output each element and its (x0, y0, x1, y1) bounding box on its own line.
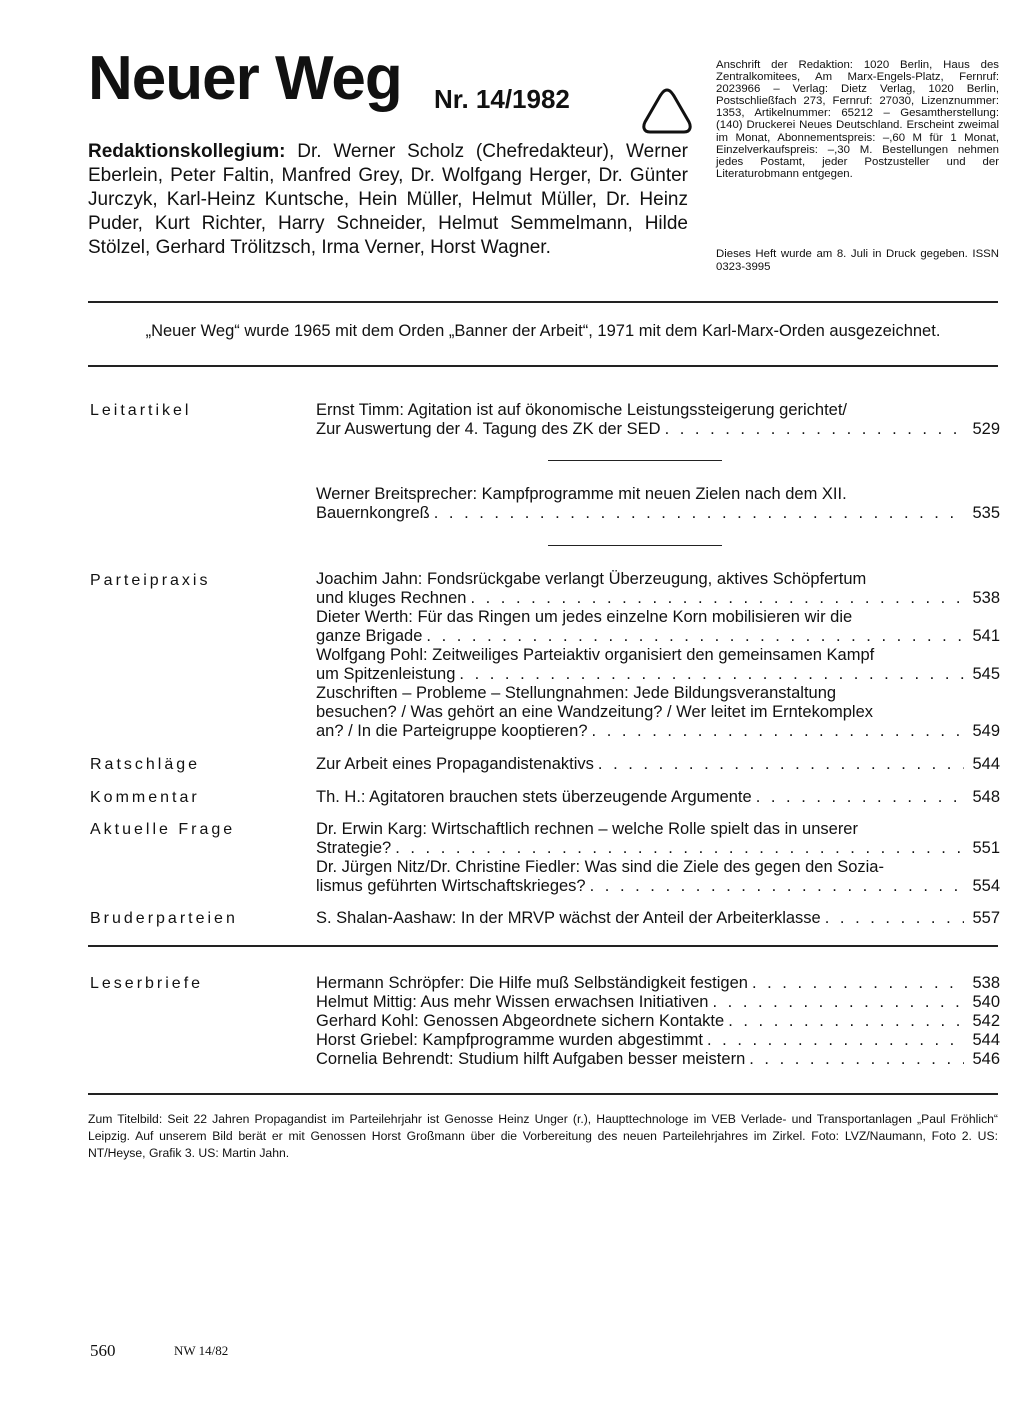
page-number: 529 (972, 420, 1000, 438)
toc-entry[interactable]: Wolfgang Pohl: Zeitweiliges Parteiaktiv organisiert den gemeinsamen Kampf um Spitzenleistung . . . 545 (316, 646, 1000, 684)
cover-caption-text: Seit 22 Jahren Propagandist im Parteilehrjahr ist Genosse Heinz Unger (r.), Haupttechnologe im VEB Verlade- und Transportanlagen „Paul Fröhlich“ Leipzig. Auf unserem Bild berät er mit Genossen Horst Großmann über die Vorbereitung des neuen Parteilehrjahres im Zirkel. Foto: LVZ/Naumann, Foto 2. US: NT/Heyse, Grafik 3. US: Martin Jahn. (88, 1112, 998, 1160)
page-number: 538 (972, 974, 1000, 992)
divider (88, 945, 998, 947)
toc-entry[interactable]: S. Shalan-Aashaw: In der MRVP wächst der Anteil der Arbeiterklasse . . . 557 (316, 909, 1000, 928)
toc-entry[interactable]: Th. H.: Agitatoren brauchen stets überzeugende Argumente . . . 548 (316, 788, 1000, 807)
page-number: 554 (972, 877, 1000, 895)
toc-entry[interactable]: Horst Griebel: Kampfprogramme wurden abgestimmt . . . 544 (316, 1031, 1000, 1050)
cover-caption (88, 1111, 998, 1162)
print-note: Dieses Heft wurde am 8. Juli in Druck gegeben. ISSN 0323-3995 (716, 248, 999, 273)
page-number: 544 (972, 1031, 1000, 1049)
page-number: 540 (972, 993, 1000, 1011)
toc-entry[interactable]: Zur Arbeit eines Propagandistenaktivs . . . 544 (316, 755, 1000, 774)
section-parteipraxis: Parteipraxis (90, 572, 211, 589)
award-note: „Neuer Weg“ wurde 1965 mit dem Orden „Banner der Arbeit“, 1971 mit dem Karl-Marx-Orden ausgezeichnet. (145, 322, 941, 340)
cover-caption-label: Zum Titelbild: (88, 1112, 163, 1126)
issue-reference: NW 14/82 (174, 1343, 229, 1358)
page-number: 551 (972, 839, 1000, 857)
toc-entry[interactable]: Dr. Jürgen Nitz/Dr. Christine Fiedler: Was sind die Ziele des gegen den Sozia- lismus geführten Wirtschaftskrieges? . . . 554 (316, 858, 1000, 896)
page-number: 546 (972, 1050, 1000, 1068)
toc-entry[interactable]: Zuschriften – Probleme – Stellungnahmen: Jede Bildungsveranstaltung besuchen? / Was gehört an eine Wandzeitung? / Wer leitet im Erntekomplex an? / In die Parteigruppe kooptieren? . . . 549 (316, 684, 1000, 741)
toc-entry[interactable]: Joachim Jahn: Fondsrückgabe verlangt Überzeugung, aktives Schöpfertum und kluges Rechnen . . . 538 (316, 570, 1000, 608)
section-leitartikel: Leitartikel (90, 402, 192, 419)
separator (548, 460, 722, 461)
toc-entry[interactable]: Gerhard Kohl: Genossen Abgeordnete sichern Kontakte . . . 542 (316, 1012, 1000, 1031)
page-number: 541 (972, 627, 1000, 645)
page-number: 535 (972, 504, 1000, 522)
toc-entry[interactable]: Dr. Erwin Karg: Wirtschaftlich rechnen – welche Rolle spielt das in unserer Strategie? . . . 551 (316, 820, 1000, 858)
triangle-logo-icon (640, 86, 694, 136)
divider (88, 365, 998, 367)
toc-entry[interactable]: Werner Breitsprecher: Kampfprogramme mit neuen Zielen nach dem XII. Bauernkongreß . . . 535 (316, 485, 1000, 523)
section-bruderparteien: Bruderparteien (90, 910, 238, 927)
toc-entry[interactable]: Hermann Schröpfer: Die Hilfe muß Selbständigkeit festigen . . . 538 (316, 974, 1000, 993)
page-number: 548 (972, 788, 1000, 806)
page-number-footer: 560 (90, 1341, 116, 1360)
page-number: 538 (972, 589, 1000, 607)
issue-number: Nr. 14/1982 (434, 84, 570, 114)
section-leserbriefe: Leserbriefe (90, 975, 204, 992)
toc-entry[interactable]: Cornelia Behrendt: Studium hilft Aufgaben besser meistern . . . 546 (316, 1050, 1000, 1069)
divider (88, 301, 998, 303)
page-number: 542 (972, 1012, 1000, 1030)
toc-entry[interactable]: Helmut Mittig: Aus mehr Wissen erwachsen Initiativen . . . 540 (316, 993, 1000, 1012)
page-number: 545 (972, 665, 1000, 683)
page-number: 549 (972, 722, 1000, 740)
editorial-board-label: Redaktionskollegium: (88, 141, 286, 162)
toc-entry[interactable]: Dieter Werth: Für das Ringen um jedes einzelne Korn mobilisieren wir die ganze Brigade . . . 541 (316, 608, 1000, 646)
editorial-board (88, 140, 688, 260)
section-kommentar: Kommentar (90, 789, 200, 806)
magazine-title: Neuer Weg (88, 44, 402, 113)
editorial-board-members: Dr. Werner Scholz (Chefredakteur), Werner Eberlein, Peter Faltin, Manfred Grey, Dr. Wolfgang Herger, Dr. Günter Jurczyk, Karl-Heinz Kuntsche, Hein Müller, Helmut Müller, Dr. Heinz Puder, Kurt Richter, Harry Schneider, Helmut Semmelmann, Hilde Stölzel, Gerhard Trölitzsch, Irma Verner, Horst Wagner. (88, 141, 688, 258)
divider (88, 1093, 998, 1095)
page-number: 557 (972, 909, 1000, 927)
publisher-address: Anschrift der Redaktion: 1020 Berlin, Haus des Zentralkomitees, Am Marx-Engels-Platz, Fernruf: 2023966 – Verlag: Dietz Verlag, 1020 Berlin, Postschließfach 273, Fernruf: 27030, Lizenznummer: 1353, Artikelnummer: 65212 – Gesamtherstellung: (140) Druckerei Neues Deutschland. Erscheint zweimal im Monat, Abonnementspreis: –,60 M für 1 Monat, Einzelverkaufspreis: –,30 M. Bestellungen nehmen jedes Postamt, jeder Postzusteller und der Literaturobmann entgegen. (716, 59, 999, 180)
page-number: 544 (972, 755, 1000, 773)
section-ratschlaege: Ratschläge (90, 756, 201, 773)
section-aktuelle-frage: Aktuelle Frage (90, 821, 236, 838)
toc-entry[interactable]: Ernst Timm: Agitation ist auf ökonomische Leistungssteigerung gerichtet/ Zur Auswertung der 4. Tagung des ZK der SED . . . 529 (316, 401, 1000, 439)
separator (548, 545, 722, 546)
